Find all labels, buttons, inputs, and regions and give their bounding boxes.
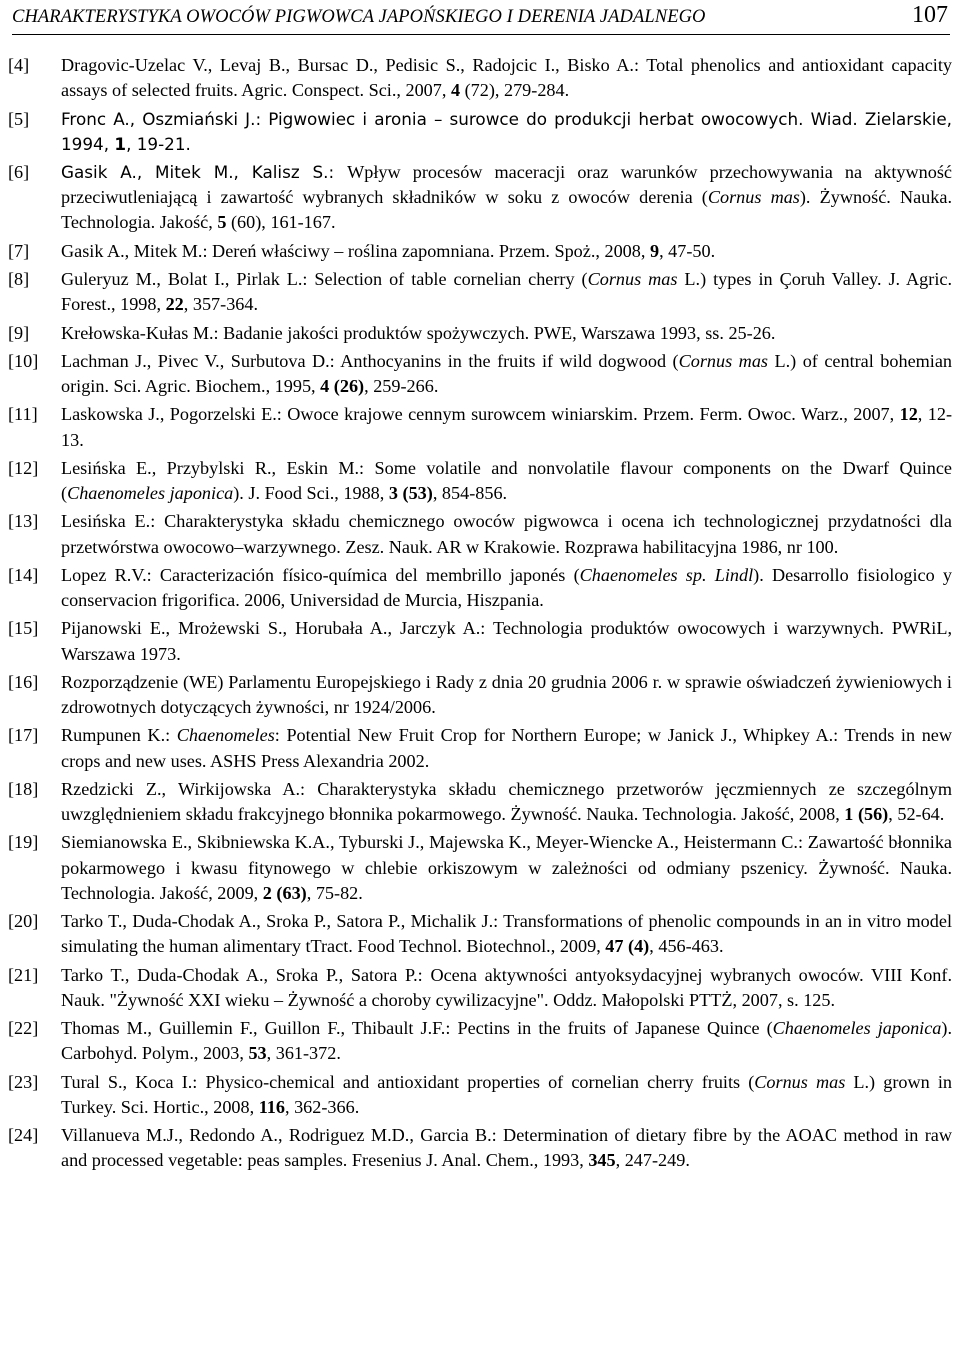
reference-text-segment: Pijanowski E., Mrożewski S., Horubała A., Jarczyk A.: Technologia produktów owocowych i warzywnych. PWRiL, Warszawa 1973. [61, 618, 952, 664]
reference-text [61, 1123, 952, 1173]
reference-text-segment: , 247-249. [615, 1150, 690, 1171]
reference-text [61, 53, 952, 103]
reference-number: [4] [8, 55, 30, 75]
reference-item [8, 563, 952, 613]
reference-text-segment: , 259-266. [364, 376, 439, 396]
reference-text-segment: , 456-463. [649, 936, 724, 957]
reference-text-segment: Cornus mas [707, 187, 800, 208]
reference-item [8, 777, 952, 827]
reference-text-segment: L.) grown in Turkey. Sci. Hortic., 2008, [61, 1071, 952, 1117]
reference-number: [8] [8, 269, 30, 289]
reference-text-segment: ). J. Food Sci., 1988, [233, 483, 389, 503]
reference-text [61, 963, 952, 1013]
reference-text-segment: 116 [258, 1096, 285, 1117]
reference-number: [19] [8, 832, 39, 853]
reference-number: [13] [8, 511, 39, 532]
reference-text-segment: 3 [388, 483, 398, 503]
reference-text [61, 239, 952, 264]
reference-number: [14] [8, 564, 39, 585]
reference-text-segment: , 362-366. [284, 1096, 360, 1117]
reference-text-segment: Cornus mas [754, 1071, 846, 1092]
reference-text-segment: L.) types in Çoruh Valley. J. Agric. Forest., 1998, [61, 269, 953, 315]
reference-text-segment: , 854-856. [432, 483, 508, 503]
reference-text-segment: , 12-13. [61, 404, 952, 450]
reference-text-segment: 5 [217, 212, 227, 233]
reference-text [61, 670, 952, 720]
reference-text [61, 267, 952, 317]
reference-text-segment: , 75-82. [306, 882, 363, 903]
reference-text [61, 402, 952, 452]
reference-text [61, 1016, 952, 1066]
reference-text-segment: Lesińska E., Przybylski R., Eskin M.: Some volatile and nonvolatile flavour components on the Dwarf Quince ( [61, 457, 952, 503]
reference-text-segment: Tarko T., Duda-Chodak A., Sroka P., Satora P., Michalik J.: Transformations of phenolic compounds in an in vitro model simulating the human alimentary tTract. Food Technol. Biotechnol., 2009, [61, 911, 952, 957]
reference-number: [16] [8, 671, 39, 692]
reference-item [8, 509, 952, 559]
reference-text-segment: Cornus mas [587, 269, 678, 289]
reference-text-segment: Rozporządzenie (WE) Parlamentu Europejskiego i Rady z dnia 20 grudnia 2006 r. w sprawie oświadczeń żywieniowych i zdrowotnych dotyczących żywności, nr 1924/2006. [61, 671, 952, 717]
reference-text-segment: 2 [262, 882, 272, 903]
reference-text [61, 1070, 952, 1120]
reference-text-segment: Fronc A., Oszmiański J.: Pigwowiec i aronia – surowce do produkcji herbat owocowych. Wiad. Zielarskie, 1994, [61, 108, 952, 154]
reference-number: [22] [8, 1018, 39, 1038]
reference-text-segment: (56) [857, 804, 889, 824]
reference-text [61, 616, 952, 666]
reference-text-segment: Tarko T., Duda-Chodak A., Sroka P., Satora P.: Ocena aktywności antyoksydacyjnej wybranych owoców. VIII Konf. Nauk. "Żywność XXI wieku – Żywność a choroby cywilizacyjne". Oddz. Małopolski PTTŻ, 2007, s. 125. [61, 964, 952, 1010]
reference-number: [12] [8, 457, 39, 478]
reference-text-segment: Cornus mas [678, 350, 768, 371]
reference-text-segment: ). Żywność. Nauka. Technologia. Jakość, [61, 187, 952, 233]
reference-text-segment: Chaenomeles japonica [67, 483, 234, 503]
reference-text [61, 456, 952, 506]
reference-text [61, 321, 952, 346]
reference-text-segment: Wpływ procesów maceracji oraz warunków przechowywania na aktywność przeciwutleniającą i zawartość wybranych składników w soku z owoców derenia ( [61, 162, 952, 208]
reference-text-segment: Gasik A., Mitek M., Kalisz S.: [61, 162, 348, 182]
reference-item [8, 349, 952, 399]
reference-number: [5] [8, 108, 30, 129]
reference-item [8, 723, 952, 773]
reference-text-segment: , 52-64. [888, 804, 945, 824]
reference-text [61, 563, 952, 613]
running-header [12, 2, 950, 35]
reference-text-segment: Krełowska-Kułas M.: Badanie jakości produktów spożywczych. PWE, Warszawa 1993, ss. 25-26. [61, 322, 776, 343]
reference-item [8, 402, 952, 452]
reference-text-segment: Tural S., Koca I.: Physico-chemical and antioxidant properties of cornelian cherry fruits ( [61, 1071, 755, 1092]
reference-number: [21] [8, 964, 39, 985]
reference-number: [17] [8, 725, 39, 746]
reference-text [61, 830, 952, 906]
reference-item [8, 616, 952, 666]
reference-text-segment: 9 [649, 240, 660, 261]
reference-text-segment: , 357-364. [183, 294, 259, 315]
reference-item [8, 267, 952, 317]
reference-text-segment: Thomas M., Guillemin F., Guillon F., Thibault J.F.: Pectins in the fruits of Japanese Quince ( [61, 1018, 773, 1038]
reference-text [61, 723, 952, 773]
reference-text-segment: 47 [605, 936, 624, 957]
reference-text-segment: Gasik A., Mitek M.: Dereń właściwy – roślina zapomniana. Przem. Spoż., 2008, [61, 240, 650, 261]
reference-item [8, 1016, 952, 1066]
reference-item [8, 963, 952, 1013]
reference-number: [15] [8, 618, 39, 639]
page-number: 107 [912, 2, 948, 28]
reference-item [8, 1123, 952, 1173]
reference-number: [18] [8, 778, 39, 799]
reference-text-segment: Chaenomeles [176, 725, 275, 746]
reference-text-segment: Rzedzicki Z., Wirkijowska A.: Charakterystyka składu chemicznego przetworów jęczmiennych ze szczególnym uwzględnieniem składu frakcyjnego błonnika pokarmowego. Żywność. Nauka. Technologia. Jakość, 2008, [61, 778, 952, 824]
reference-text [61, 509, 952, 559]
reference-text-segment: Lesińska E.: Charakterystyka składu chemicznego owoców pigwowca i ocena ich technologicznej przydatności dla przetwórstwa owocowo–warzywnego. Zesz. Nauk. AR w Krakowie. Rozprawa habilitacyjna 1986, nr 100. [61, 511, 952, 557]
reference-text-segment: (63) [276, 882, 307, 903]
reference-text-segment: 4 [450, 80, 461, 101]
reference-text [61, 107, 952, 157]
reference-text-segment: Villanueva M.J., Redondo A., Rodriguez M.D., Garcia B.: Determination of dietary fibre by the AOAC method in raw and processed vegetable: peas samples. Fresenius J. Anal. Chem., 1993, [61, 1125, 952, 1171]
reference-item [8, 830, 952, 906]
reference-text-segment: 1 [844, 804, 854, 824]
reference-text-segment: , 19-21. [126, 133, 191, 154]
reference-text-segment: , 361-372. [266, 1043, 341, 1064]
reference-text-segment: Chaenomeles sp. Lindl [579, 564, 754, 585]
running-header-title: CHARAKTERYSTYKA OWOCÓW PIGWOWCA JAPOŃSKIEGO I DERENIA JADALNEGO [12, 7, 706, 27]
reference-number: [11] [8, 404, 38, 425]
reference-text [61, 349, 952, 399]
reference-number: [23] [8, 1071, 39, 1092]
reference-item [8, 1070, 952, 1120]
reference-text-segment: Lachman J., Pivec V., Surbutova D.: Anthocyanins in the fruits if wild dogwood ( [61, 350, 679, 371]
reference-text-segment: (53) [402, 483, 433, 503]
reference-text-segment: ). Carbohyd. Polym., 2003, [61, 1018, 952, 1064]
reference-item [8, 321, 952, 346]
reference-item [8, 160, 952, 236]
reference-text-segment: Chaenomeles japonica [772, 1018, 942, 1038]
reference-text-segment: 345 [588, 1150, 616, 1171]
reference-text-segment: (60), 161-167. [226, 212, 336, 233]
reference-item [8, 107, 952, 157]
reference-text-segment: 22 [165, 294, 184, 315]
reference-text-segment: Dragovic-Uzelac V., Levaj B., Bursac D., Pedisic S., Radojcic I., Bisko A.: Total phenolics and antioxidant capacity assays of selected fruits. Agric. Conspect. Sci., 2007, [61, 55, 952, 101]
reference-text [61, 160, 952, 236]
reference-number: [10] [8, 350, 39, 371]
reference-text-segment: , 47-50. [659, 240, 716, 261]
reference-number: [24] [8, 1125, 39, 1145]
reference-text-segment: : Potential New Fruit Crop for Northern Europe; w Janick J., Whipkey A.: Trends in new crops and new uses. ASHS Press Alexandria 2002. [61, 725, 952, 771]
reference-text-segment: Laskowska J., Pogorzelski E.: Owoce krajowe cennym surowcem winiarskim. Przem. Ferm. Owoc. Warz., 2007, [61, 404, 900, 425]
reference-text-segment: Rumpunen K.: [61, 725, 177, 746]
reference-text-segment: (26) [333, 376, 365, 396]
reference-text-segment: 4 [320, 376, 330, 396]
reference-text [61, 909, 952, 959]
reference-number: [6] [8, 162, 30, 182]
reference-text-segment: ). Desarrollo fisiologico y conservacion frigorifica. 2006, Universidad de Murcia, Hiszpania. [61, 564, 952, 610]
reference-item [8, 239, 952, 264]
reference-text-segment: Lopez R.V.: Caracterización físico-química del membrillo japonés ( [61, 564, 580, 585]
reference-number: [7] [8, 240, 30, 261]
reference-text-segment: Guleryuz M., Bolat I., Pirlak L.: Selection of table cornelian cherry ( [61, 269, 588, 289]
reference-item [8, 670, 952, 720]
reference-text-segment: (4) [628, 936, 650, 957]
reference-text-segment: 1 [114, 133, 127, 154]
reference-text-segment: (72), 279-284. [460, 80, 570, 101]
reference-text-segment: 12 [899, 404, 918, 425]
reference-number: [9] [8, 322, 30, 343]
reference-number: [20] [8, 911, 39, 931]
reference-item [8, 909, 952, 959]
reference-text-segment: L.) of central bohemian origin. Sci. Agric. Biochem., 1995, [61, 350, 953, 396]
reference-item [8, 456, 952, 506]
reference-text-segment: 53 [248, 1043, 267, 1064]
reference-list [8, 53, 952, 1177]
reference-text [61, 777, 952, 827]
reference-text-segment: Siemianowska E., Skibniewska K.A., Tyburski J., Majewska K., Meyer-Wiencke A., Heistermann C.: Zawartość błonnika pokarmowego i kwasu fitynowego w chlebie orkiszowym w zależności od odmiany pszenicy. Żywność. Nauka. Technologia. Jakość, 2009, [61, 832, 952, 903]
reference-item [8, 53, 952, 103]
